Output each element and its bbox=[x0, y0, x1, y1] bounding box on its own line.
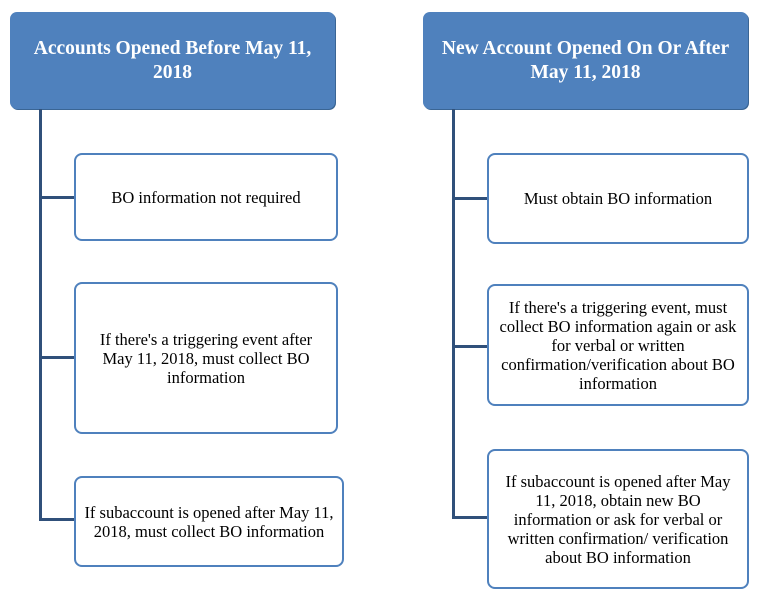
right-connector-branch-3 bbox=[452, 516, 488, 519]
left-item-2: If there's a triggering event after May 11, 2018, must collect BO information bbox=[74, 282, 338, 434]
left-connector-branch-1 bbox=[39, 196, 75, 199]
left-item-1: BO information not required bbox=[74, 153, 338, 241]
right-column-header: New Account Opened On Or After May 11, 2018 bbox=[423, 12, 748, 109]
right-item-3: If subaccount is opened after May 11, 2018, obtain new BO information or ask for verbal or written confirmation/ verification about BO information bbox=[487, 449, 749, 589]
left-connector-branch-3 bbox=[39, 518, 75, 521]
right-connector-trunk bbox=[452, 109, 455, 519]
left-column-header: Accounts Opened Before May 11, 2018 bbox=[10, 12, 335, 109]
right-connector-branch-2 bbox=[452, 345, 488, 348]
left-item-3: If subaccount is opened after May 11, 2018, must collect BO information bbox=[74, 476, 344, 567]
left-connector-trunk bbox=[39, 109, 42, 521]
right-item-1: Must obtain BO information bbox=[487, 153, 749, 244]
right-connector-branch-1 bbox=[452, 197, 488, 200]
right-item-2: If there's a triggering event, must collect BO information again or ask for verbal or written confirmation/verification about BO information bbox=[487, 284, 749, 406]
left-connector-branch-2 bbox=[39, 356, 75, 359]
